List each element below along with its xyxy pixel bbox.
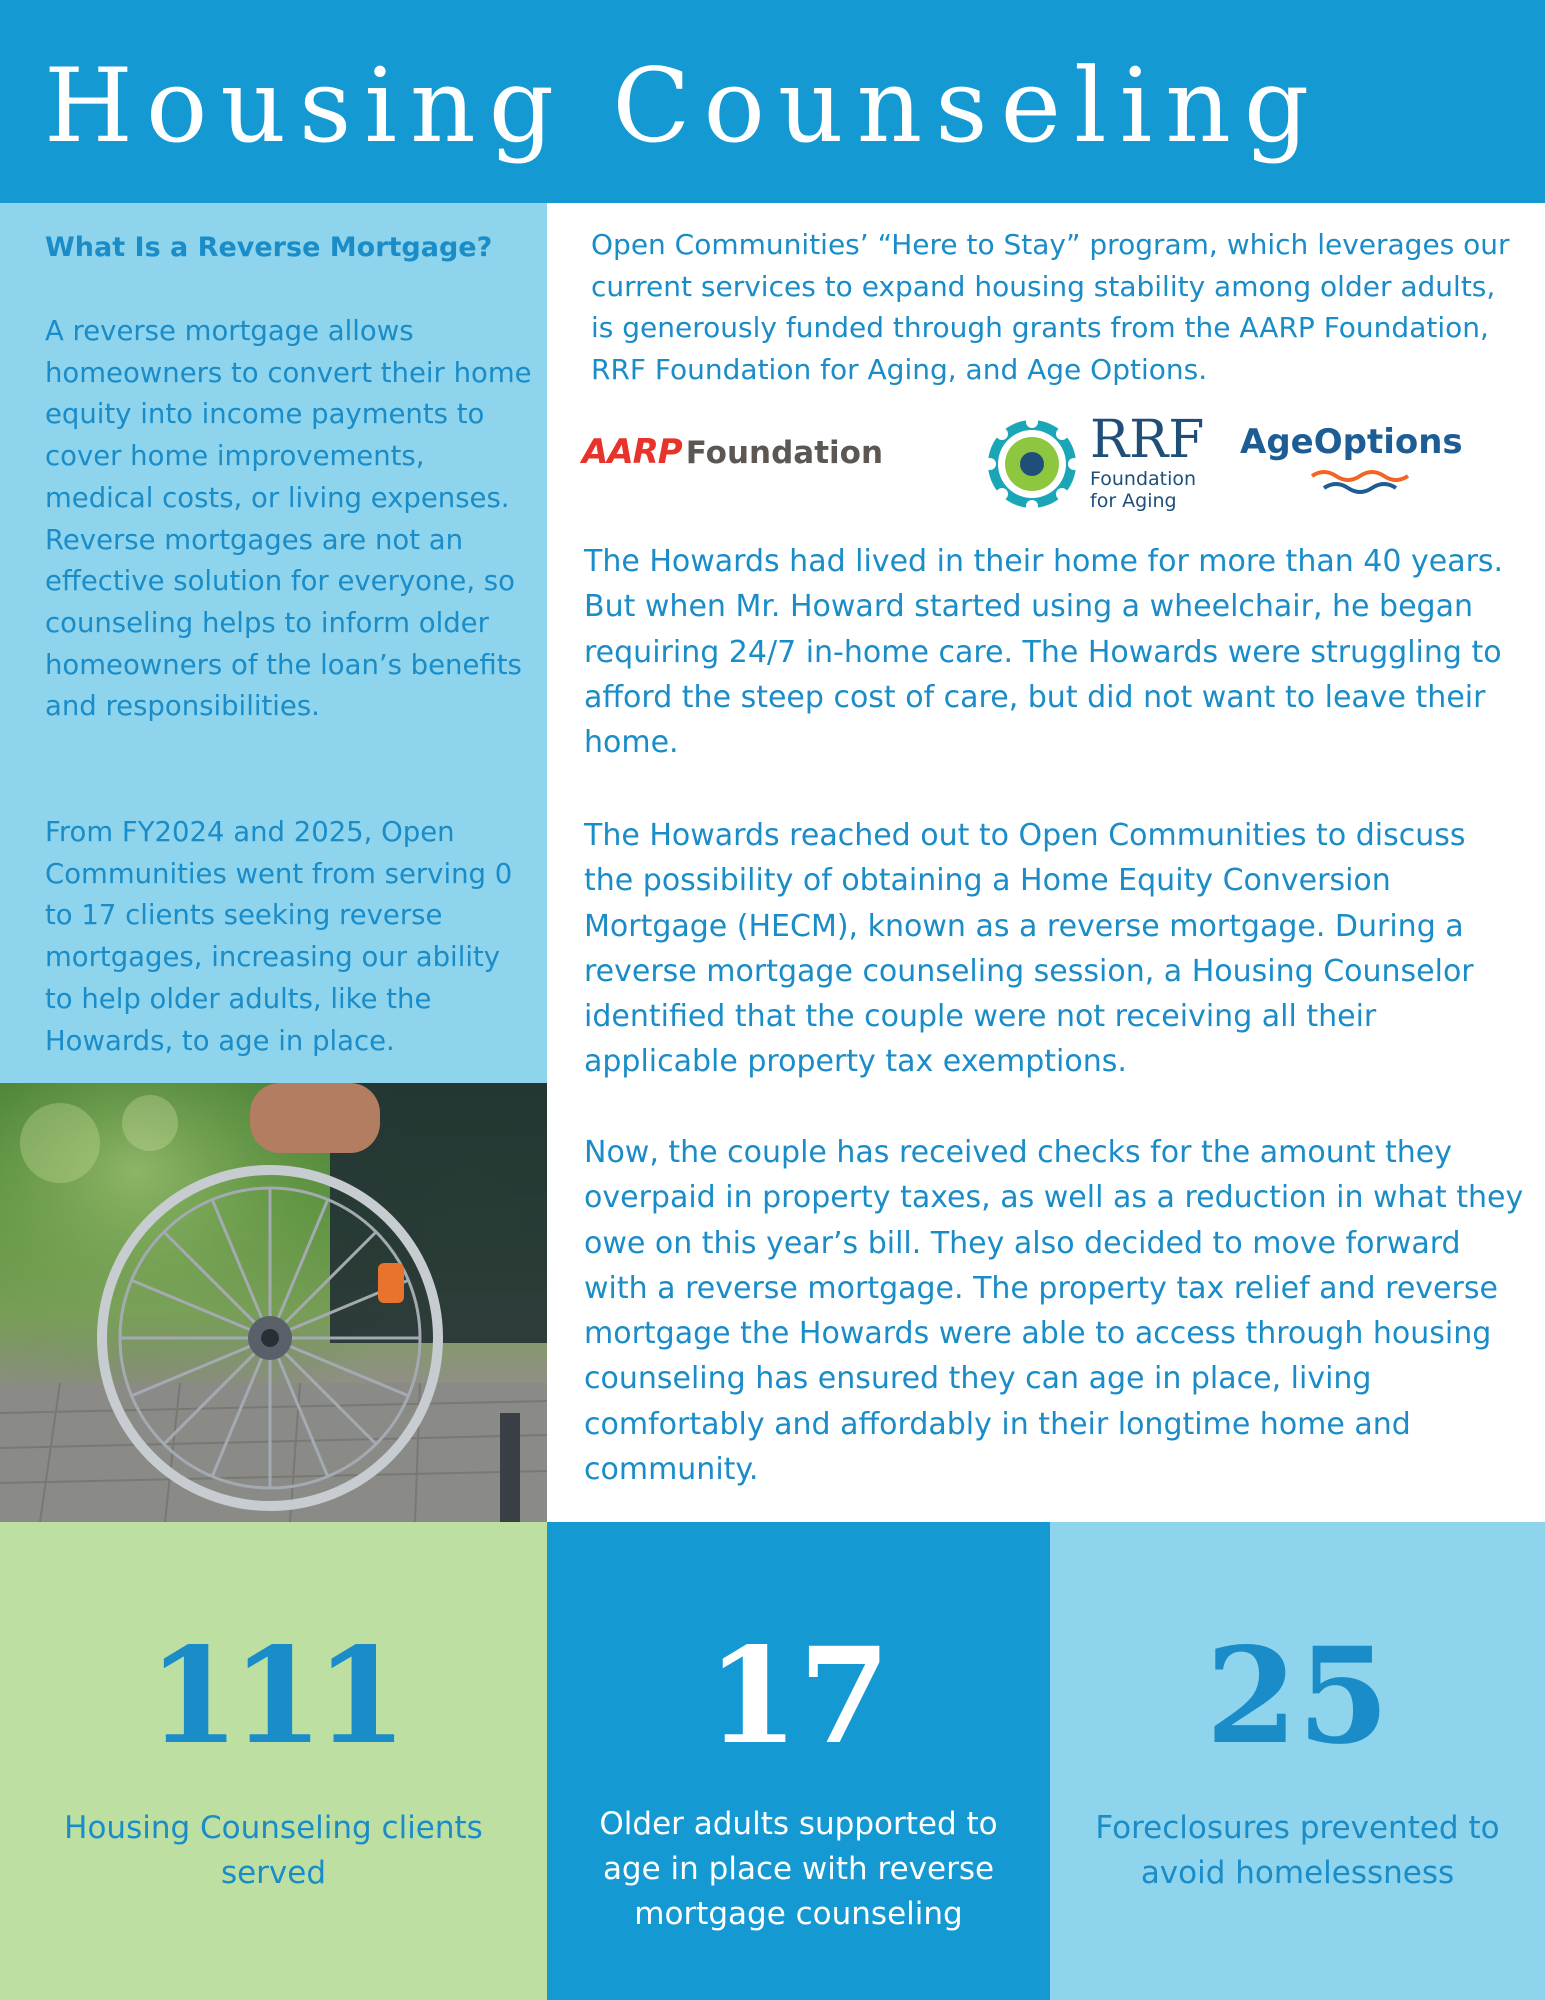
aarp-logo-mark: AARP: [582, 432, 682, 472]
sidebar-heading: What Is a Reverse Mortgage?: [45, 232, 493, 263]
stat-clients-served: [0, 1522, 547, 2000]
page-title: Housing Counseling: [44, 47, 1323, 166]
funder-logos: [580, 412, 1520, 522]
story-paragraph-counseling: The Howards reached out to Open Communities to discuss the possibility of obtaining a Home Equity Conversion Mortgage (HECM), known as a reverse mortgage. During a reverse mortgage counseling session, a Housing Counselor identified that the couple were not receiving all their applicable property tax exemptions.: [584, 818, 1474, 1080]
stat-older-adults: [547, 1522, 1050, 2000]
rrf-logo-mark: RRF: [1090, 410, 1205, 470]
sidebar-paragraph-definition: A reverse mortgage allows homeowners to convert their home equity into income payments to cover home improvements, medical costs, or living expenses. Reverse mortgages are not an effective solution for everyone, so counseling helps to inform older homeowners of the loan’s benefits and responsibilities.: [45, 315, 532, 723]
rrf-emblem-icon: [982, 414, 1082, 514]
stat-value: 111: [147, 1619, 400, 1774]
rrf-foundation-logo: [982, 410, 1205, 522]
sidebar-panel: [0, 203, 547, 1083]
sidebar-paragraph-growth: From FY2024 and 2025, Open Communities went from serving 0 to 17 clients seeking reverse mortgages, increasing our ability to help older adults, like the Howards, to age in place.: [45, 816, 513, 1057]
aarp-foundation-logo: [582, 432, 883, 472]
program-intro: Open Communities’ “Here to Stay” program, which leverages our current services to expand housing stability among older adults, is generously funded through grants from the AARP Foundation, RRF Foundation for Aging, and Age Options.: [591, 228, 1510, 386]
stat-value: 25: [1205, 1619, 1390, 1774]
rrf-logo-sub1: Foundation: [1090, 468, 1197, 490]
ageoptions-logo-mark: AgeOptions: [1240, 422, 1463, 462]
stat-value: 17: [706, 1619, 891, 1774]
wheelchair-photo: [0, 1083, 547, 1522]
ageoptions-logo: [1240, 422, 1520, 502]
story-paragraph-background: The Howards had lived in their home for more than 40 years. But when Mr. Howard started using a wheelchair, he began requiring 24/7 in-home care. The Howards were struggling to afford the steep cost of care, but did not want to leave their home.: [584, 544, 1504, 761]
stat-label: Older adults supported to age in place with reverse mortgage counseling: [599, 1806, 998, 1932]
rrf-logo-sub2: for Aging: [1090, 490, 1177, 512]
wave-icon: [1310, 468, 1410, 498]
page-header: [0, 0, 1545, 203]
story-paragraph-outcome: Now, the couple has received checks for the amount they overpaid in property taxes, as well as a reduction in what they owe on this year’s bill. They also decided to move forward with a reverse mortgage. The property tax relief and reverse mortgage the Howards were able to access through housing counseling has ensured they can age in place, living comfortably and affordably in their longtime home and community.: [584, 1135, 1524, 1488]
stat-label: Housing Counseling clients served: [64, 1810, 483, 1891]
stat-foreclosures-prevented: [1050, 1522, 1545, 2000]
aarp-logo-word: Foundation: [685, 435, 884, 471]
stat-label: Foreclosures prevented to avoid homelessness: [1095, 1810, 1500, 1891]
